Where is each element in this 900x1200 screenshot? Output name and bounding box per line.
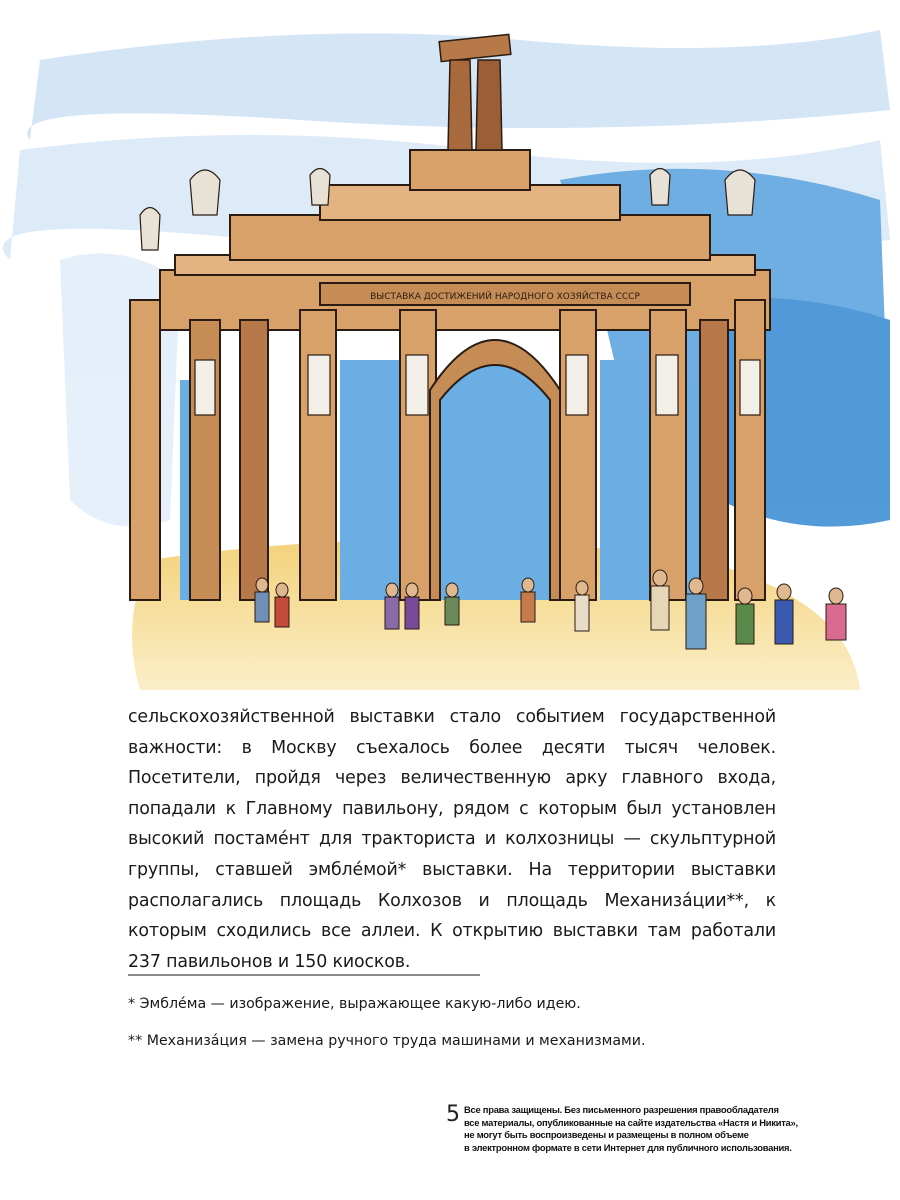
footnote-divider (128, 974, 480, 976)
footnote-emblem: * Эмблéма — изображение, выражающее какую-либо идею. (128, 996, 581, 1012)
footnote-mechanization: ** Механизáция — замена ручного труда машинами и механизмами. (128, 1033, 646, 1049)
copyright-line: Все права защищены. Без письменного разрешения правообладателя (464, 1104, 779, 1115)
copyright-line: все материалы, опубликованные на сайте издательства «Настя и Никита», (464, 1116, 798, 1128)
copyright-notice (464, 1104, 900, 1154)
copyright-line: в электронном формате в сети Интернет для публичного использования. (464, 1141, 792, 1153)
arch-inscription: ВЫСТАВКА ДОСТИЖЕНИЙ НАРОДНОГО ХОЗЯЙСТВА СССР (370, 292, 640, 302)
copyright-line: не могут быть воспроизведены и размещены в полном объеме (464, 1129, 749, 1141)
page-number: 5 (446, 1102, 460, 1127)
body-paragraph: сельскохозяйственной выставки стало событием государственной важности: в Москву съехалось более десяти тысяч человек. Посетители, пройдя через величественную арку главного входа, попадали к Главному павильону, рядом с которым был установлен высокий постамéнт для тракториста и колхозницы — скульптурной группы, ставшей эмблéмой* выставки. На территории выставки располагались площадь Колхозов и площадь Механизáции**, к которым сходились все аллеи. К открытию выставки там работали 237 павильонов и 150 киосков. (128, 707, 776, 972)
